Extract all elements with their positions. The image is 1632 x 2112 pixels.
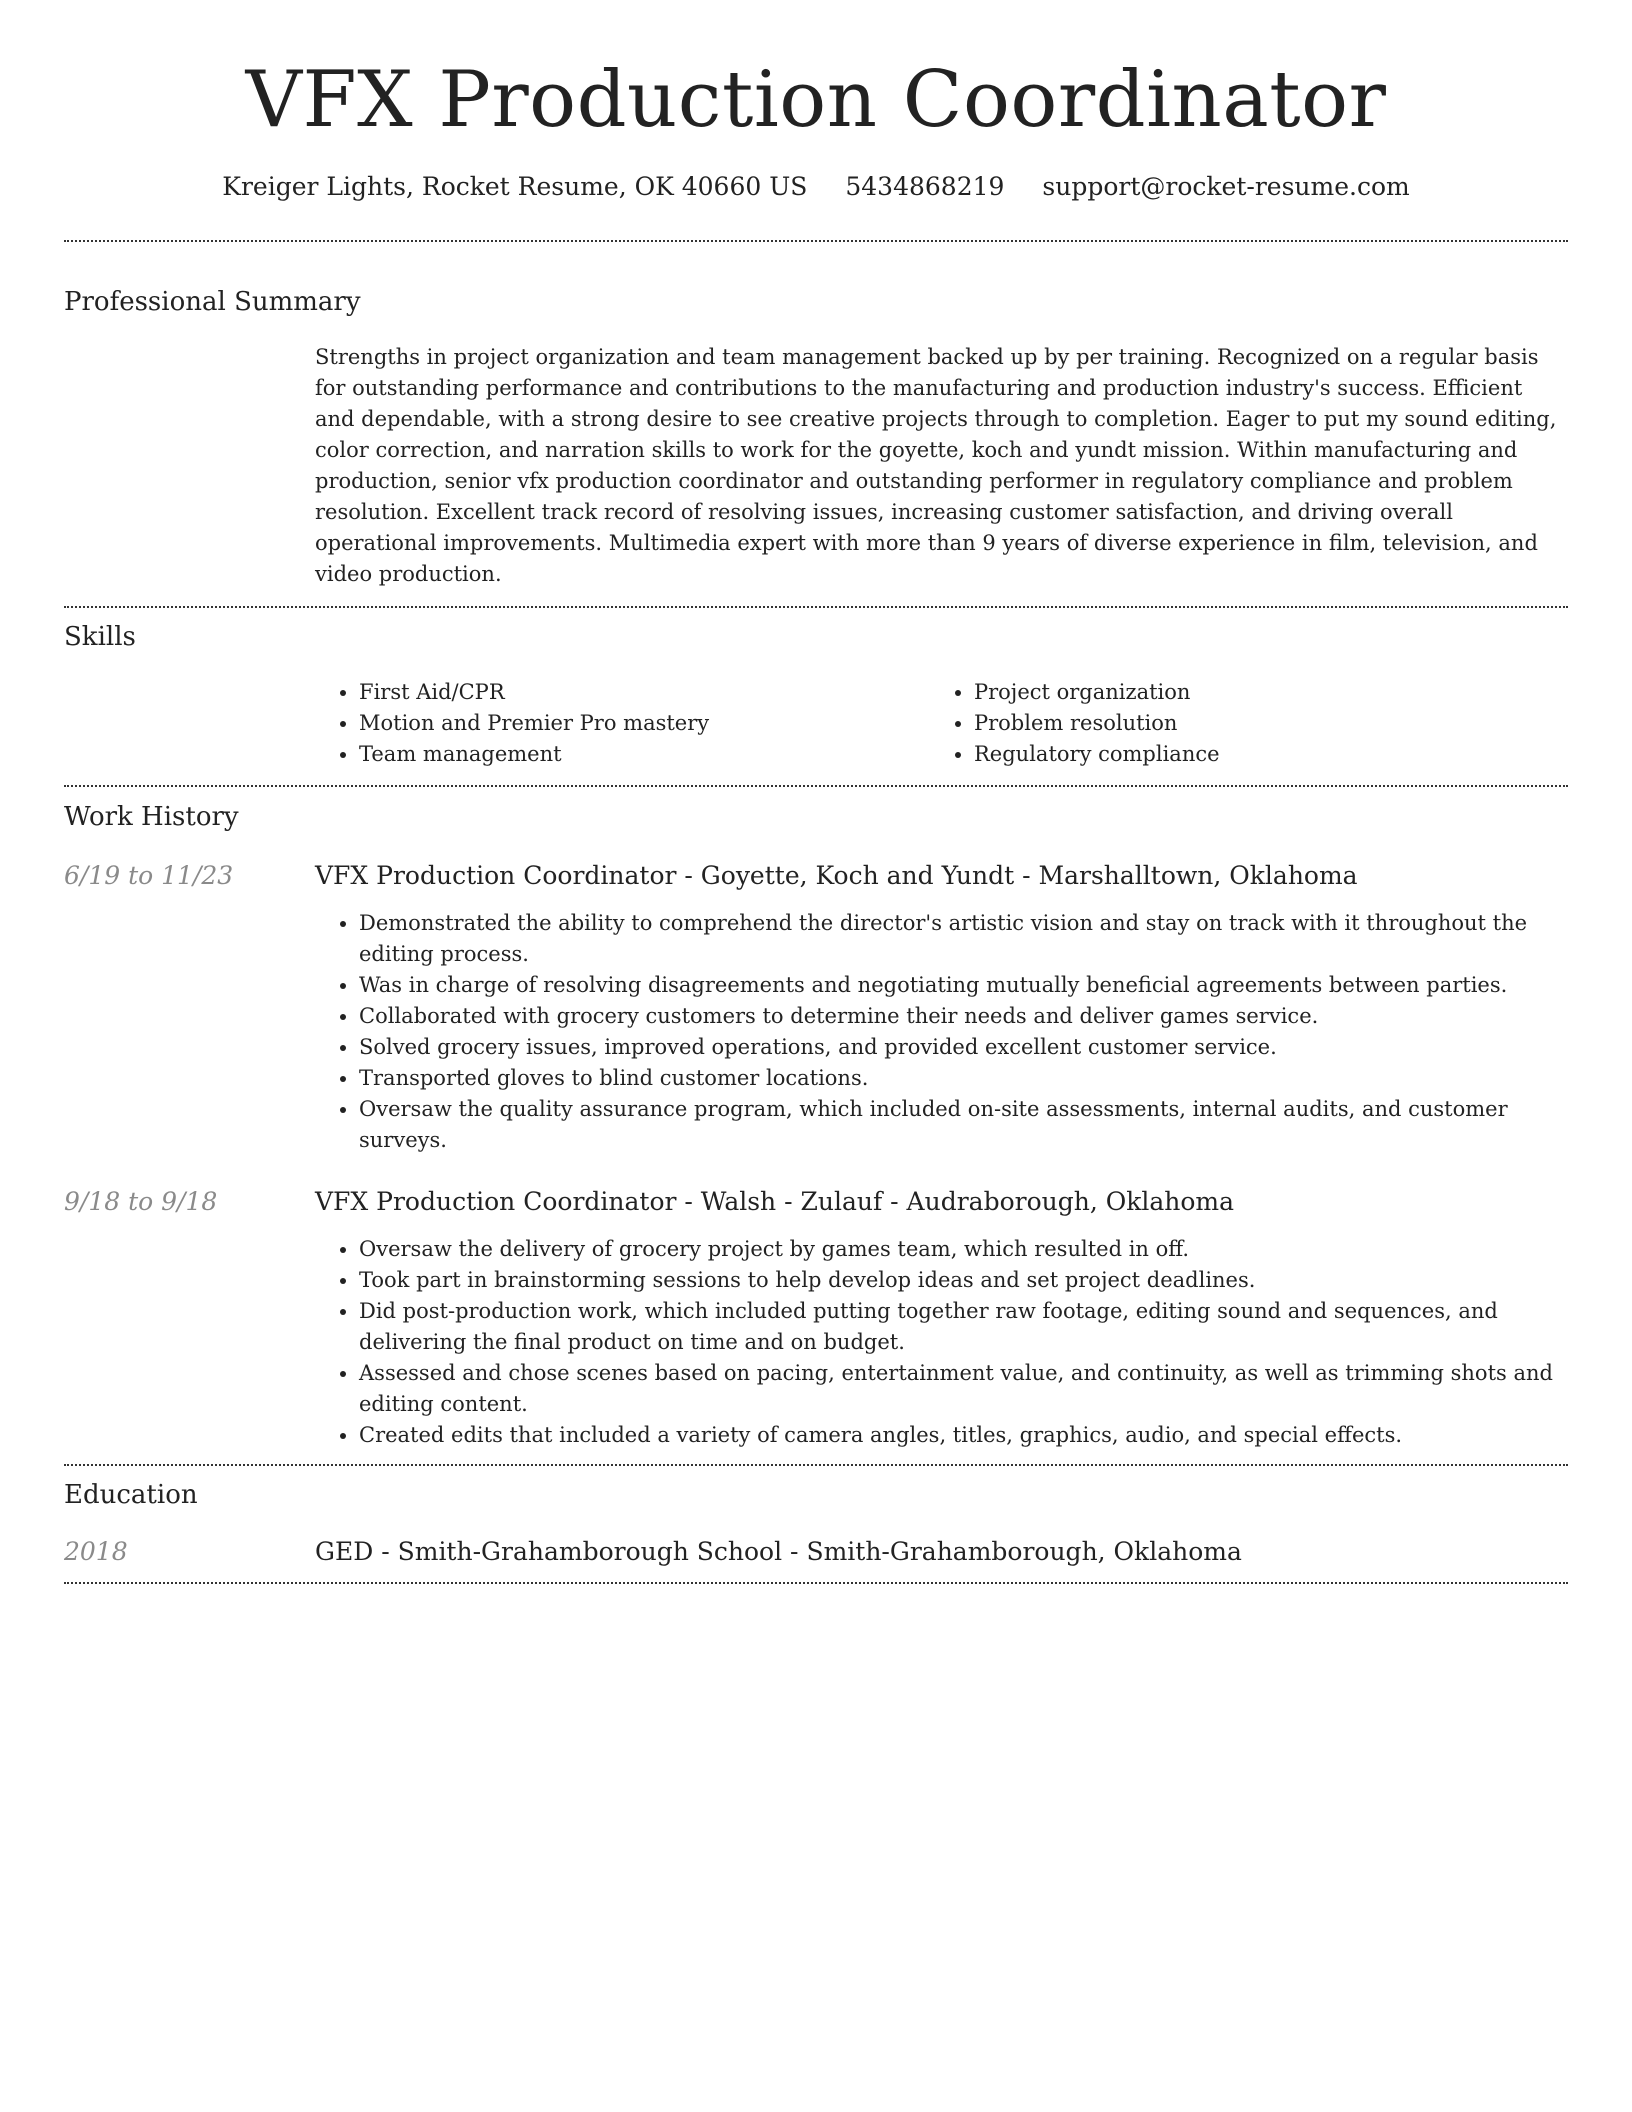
education-title: GED - Smith-Grahamborough School - Smith-Grahamborough, Oklahoma: [315, 1537, 1242, 1566]
skills-list-right: [930, 677, 1568, 770]
education-heading: Education: [64, 1480, 198, 1510]
summary-section: [64, 242, 1568, 590]
divider: [64, 1582, 1568, 1584]
summary-text: Strengths in project organization and team management backed up by per training. Recognized on a regular basis for outstanding performance and contributions to the manufacturing and production industry's success. Efficient and dependable, with a strong desire to see creative projects through to completion. Eager to put my sound editing, color correction, and narration skills to work for the goyette, koch and yundt mission. Within manufacturing and production, senior vfx production coordinator and outstanding performer in regulatory compliance and problem resolution. Excellent track record of resolving issues, increasing customer satisfaction, and driving overall operational improvements. Multimedia expert with more than 9 years of diverse experience in film, television, and video production.: [315, 345, 1557, 586]
work-history-section: [64, 787, 1568, 1451]
skill-item: • First Aid/CPR: [359, 677, 930, 708]
job-bullet: • Did post-production work, which included putting together raw footage, editing sound and sequences, and delivering the final product on time and on budget.: [359, 1296, 1568, 1358]
job-bullets: [315, 1234, 1568, 1451]
job-bullet: • Collaborated with grocery customers to determine their needs and deliver games service.: [359, 1001, 1568, 1032]
skills-heading: Skills: [64, 622, 136, 652]
job-bullet: • Took part in brainstorming sessions to help develop ideas and set project deadlines.: [359, 1265, 1568, 1296]
skill-item: • Motion and Premier Pro mastery: [359, 708, 930, 739]
job-bullet: • Created edits that included a variety of camera angles, titles, graphics, audio, and special effects.: [359, 1420, 1568, 1451]
job-bullets: [315, 908, 1568, 1156]
job-date: 9/18 to 9/18: [64, 1187, 218, 1216]
contact-address: Kreiger Lights, Rocket Resume, OK 40660 US: [222, 172, 808, 201]
education-date: 2018: [64, 1537, 128, 1566]
work-history-heading: Work History: [64, 802, 239, 832]
job-bullet: • Transported gloves to blind customer locations.: [359, 1063, 1568, 1094]
job-bullet: • Assessed and chose scenes based on pacing, entertainment value, and continuity, as well as trimming shots and editing content.: [359, 1358, 1568, 1420]
summary-heading: Professional Summary: [64, 287, 361, 317]
skill-item: • Project organization: [974, 677, 1568, 708]
education-section: [64, 1466, 1568, 1568]
education-entry: [64, 1536, 1568, 1568]
contact-phone: 5434868219: [845, 172, 1005, 201]
job-bullet: • Solved grocery issues, improved operations, and provided excellent customer service.: [359, 1032, 1568, 1063]
contact-line: [64, 170, 1568, 204]
job-bullet: • Oversaw the quality assurance program, which included on-site assessments, internal audits, and customer surveys.: [359, 1094, 1568, 1156]
job-entry: [64, 860, 1568, 1156]
job-bullet: • Was in charge of resolving disagreements and negotiating mutually beneficial agreements between parties.: [359, 970, 1568, 1001]
job-title: VFX Production Coordinator - Walsh - Zulauf - Audraborough, Oklahoma: [315, 1187, 1235, 1216]
skill-item: • Problem resolution: [974, 708, 1568, 739]
job-entry: [64, 1186, 1568, 1451]
job-bullet: • Oversaw the delivery of grocery project by games team, which resulted in off.: [359, 1234, 1568, 1265]
skills-list-left: [315, 677, 930, 770]
job-date: 6/19 to 11/23: [64, 861, 234, 890]
skill-item: • Team management: [359, 739, 930, 770]
resume-name: VFX Production Coordinator: [245, 55, 1387, 145]
skills-grid: [315, 677, 1568, 770]
contact-email[interactable]: support@rocket-resume.com: [1042, 172, 1410, 201]
skills-section: [64, 608, 1568, 770]
job-bullet: • Demonstrated the ability to comprehend the director's artistic vision and stay on track with it throughout the editing process.: [359, 908, 1568, 970]
job-body: [315, 860, 1568, 1156]
job-body: [315, 1186, 1568, 1451]
skill-item: • Regulatory compliance: [974, 739, 1568, 770]
job-title: VFX Production Coordinator - Goyette, Koch and Yundt - Marshalltown, Oklahoma: [315, 861, 1358, 890]
